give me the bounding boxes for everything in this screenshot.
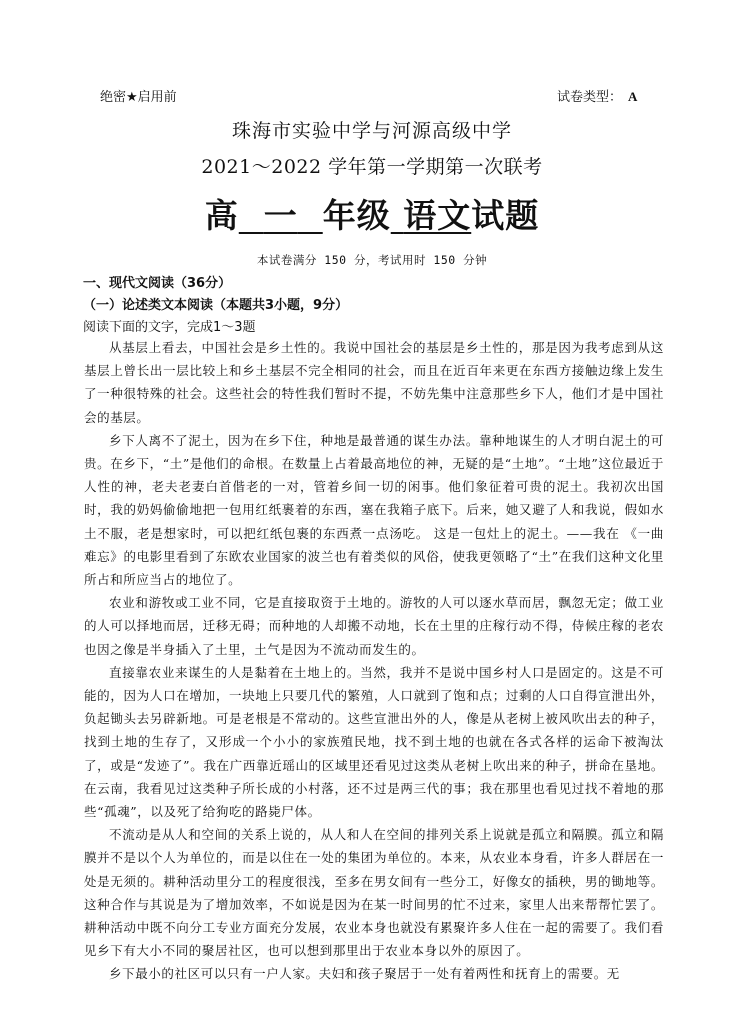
paper-type — [557, 86, 637, 105]
paragraph: 从基层上看去，中国社会是乡土性的。我说中国社会的基层是乡土性的，那是因为我考虑到从这基层上曾长出一层比较上和乡土基层不完全相同的社会，而且在近百年来更在东西方接触边缘上发生了一种很特殊的社会。这些社会的特性我们暂时不提，不妨先集中注意那些乡下人，他们才是中国社会的基层。 — [84, 340, 664, 425]
title-suffix: 试题 — [471, 196, 540, 235]
score-info: 本试卷满分 150 分，考试用时 150 分钟 — [256, 253, 488, 267]
title-grade: 一 — [263, 196, 298, 235]
paragraph: 直接靠农业来谋生的人是黏着在土地上的。当然，我并不是说中国乡村人口是固定的。这是不可能的，因为人口在增加，一块地上只要几代的繁殖，人口就到了饱和点；过剩的人口自得宣泄出外，负起锄头去另辟新地。可是老根是不常动的。这些宣泄出外的人，像是从老树上被风吹出去的种子，找到土地的生存了，又形成一个小小的家族殖民地，找不到土地的也就在各式各样的运命下被淘汰了，或是“发迹了”。我在广西靠近瑶山的区域里还看见过这类从老树上吹出来的种子，拼命在垦地。在云南，我看见过这类种子所长成的小村落，还不过是两三代的事；我在那里也看见过找不着地的那些“孤魂”，以及死了给狗吃的路毙尸体。 — [84, 664, 664, 820]
exam-term: 2021～2022 学年第一学期第一次联考 — [201, 156, 543, 178]
paragraph: 乡下最小的社区可以只有一户人家。夫妇和孩子聚居于一处有着两性和抚育上的需要。无 — [109, 966, 620, 982]
paragraph: 农业和游牧或工业不同，它是直接取资于土地的。游牧的人可以逐水草而居，飘忽无定；做工业的人可以择地而居，迁移无碍；而种地的人却搬不动地，长在土里的庄稼行动不得，侍候庄稼的老农也因之像是半身插入了土里，土气是因为不流动而发生的。 — [84, 595, 664, 657]
title-prefix: 高 — [204, 196, 239, 235]
subsection-heading: （一）论述类文本阅读（本题共3小题，9分） — [83, 298, 349, 313]
confidential-label: 绝密★启用前 — [100, 90, 177, 105]
title-mid: 年级 — [322, 196, 391, 235]
paragraph: 不流动是从人和空间的关系上说的，从人和人在空间的排列关系上说就是孤立和隔膜。孤立和隔膜并不是以个人为单位的，而是以住在一处的集团为单位的。本来，从农业本身看，许多人群居在一处是无须的。耕种活动里分工的程度很浅，至多在男女间有一些分工，好像女的插秧，男的锄地等。这种合作与其说是为了增加效率，不如说是因为在某一时间男的忙不过来，家里人出来帮帮忙罢了。耕种活动中既不向分工专业方面充分发展，农业本身也就没有累聚许多人住在一起的需要了。我们看见乡下有大小不同的聚居社区，也可以想到那里出于农业本身以外的原因了。 — [84, 827, 664, 959]
exam-title — [0, 190, 744, 237]
paragraph: 乡下人离不了泥土，因为在乡下住，种地是最普通的谋生办法。靠种地谋生的人才明白泥土的可贵。在乡下，“土”是他们的命根。在数量上占着最高地位的神，无疑的是“土地”。“土地”这位最近于人性的神，老夫老妻白首偕老的一对，管着乡间一切的闲事。他们象征着可贵的泥土。我初次出国时，我的奶妈偷偷地把一包用红纸裹着的东西，塞在我箱子底下。后来，她又避了人和我说，假如水土不服，老是想家时，可以把红纸包裹的东西煮一点汤吃。 这是一包灶上的泥土。——我在 《一曲难忘》的电影里看到了东欧农业国家的波兰也有着类似的风俗，使我更领略了“土”在我们这种文化里所占和所应当占的地位了。 — [84, 432, 664, 588]
paper-type-label: 试卷类型： — [557, 90, 623, 105]
section-heading: 一、现代文阅读（36分） — [83, 276, 232, 291]
school-name: 珠海市实验中学与河源高级中学 — [231, 120, 512, 142]
reading-passage — [84, 336, 664, 986]
paper-type-value: A — [628, 89, 638, 104]
title-subject: 语文 — [403, 196, 472, 235]
instruction: 阅读下面的文字，完成1～3题 — [83, 320, 256, 335]
